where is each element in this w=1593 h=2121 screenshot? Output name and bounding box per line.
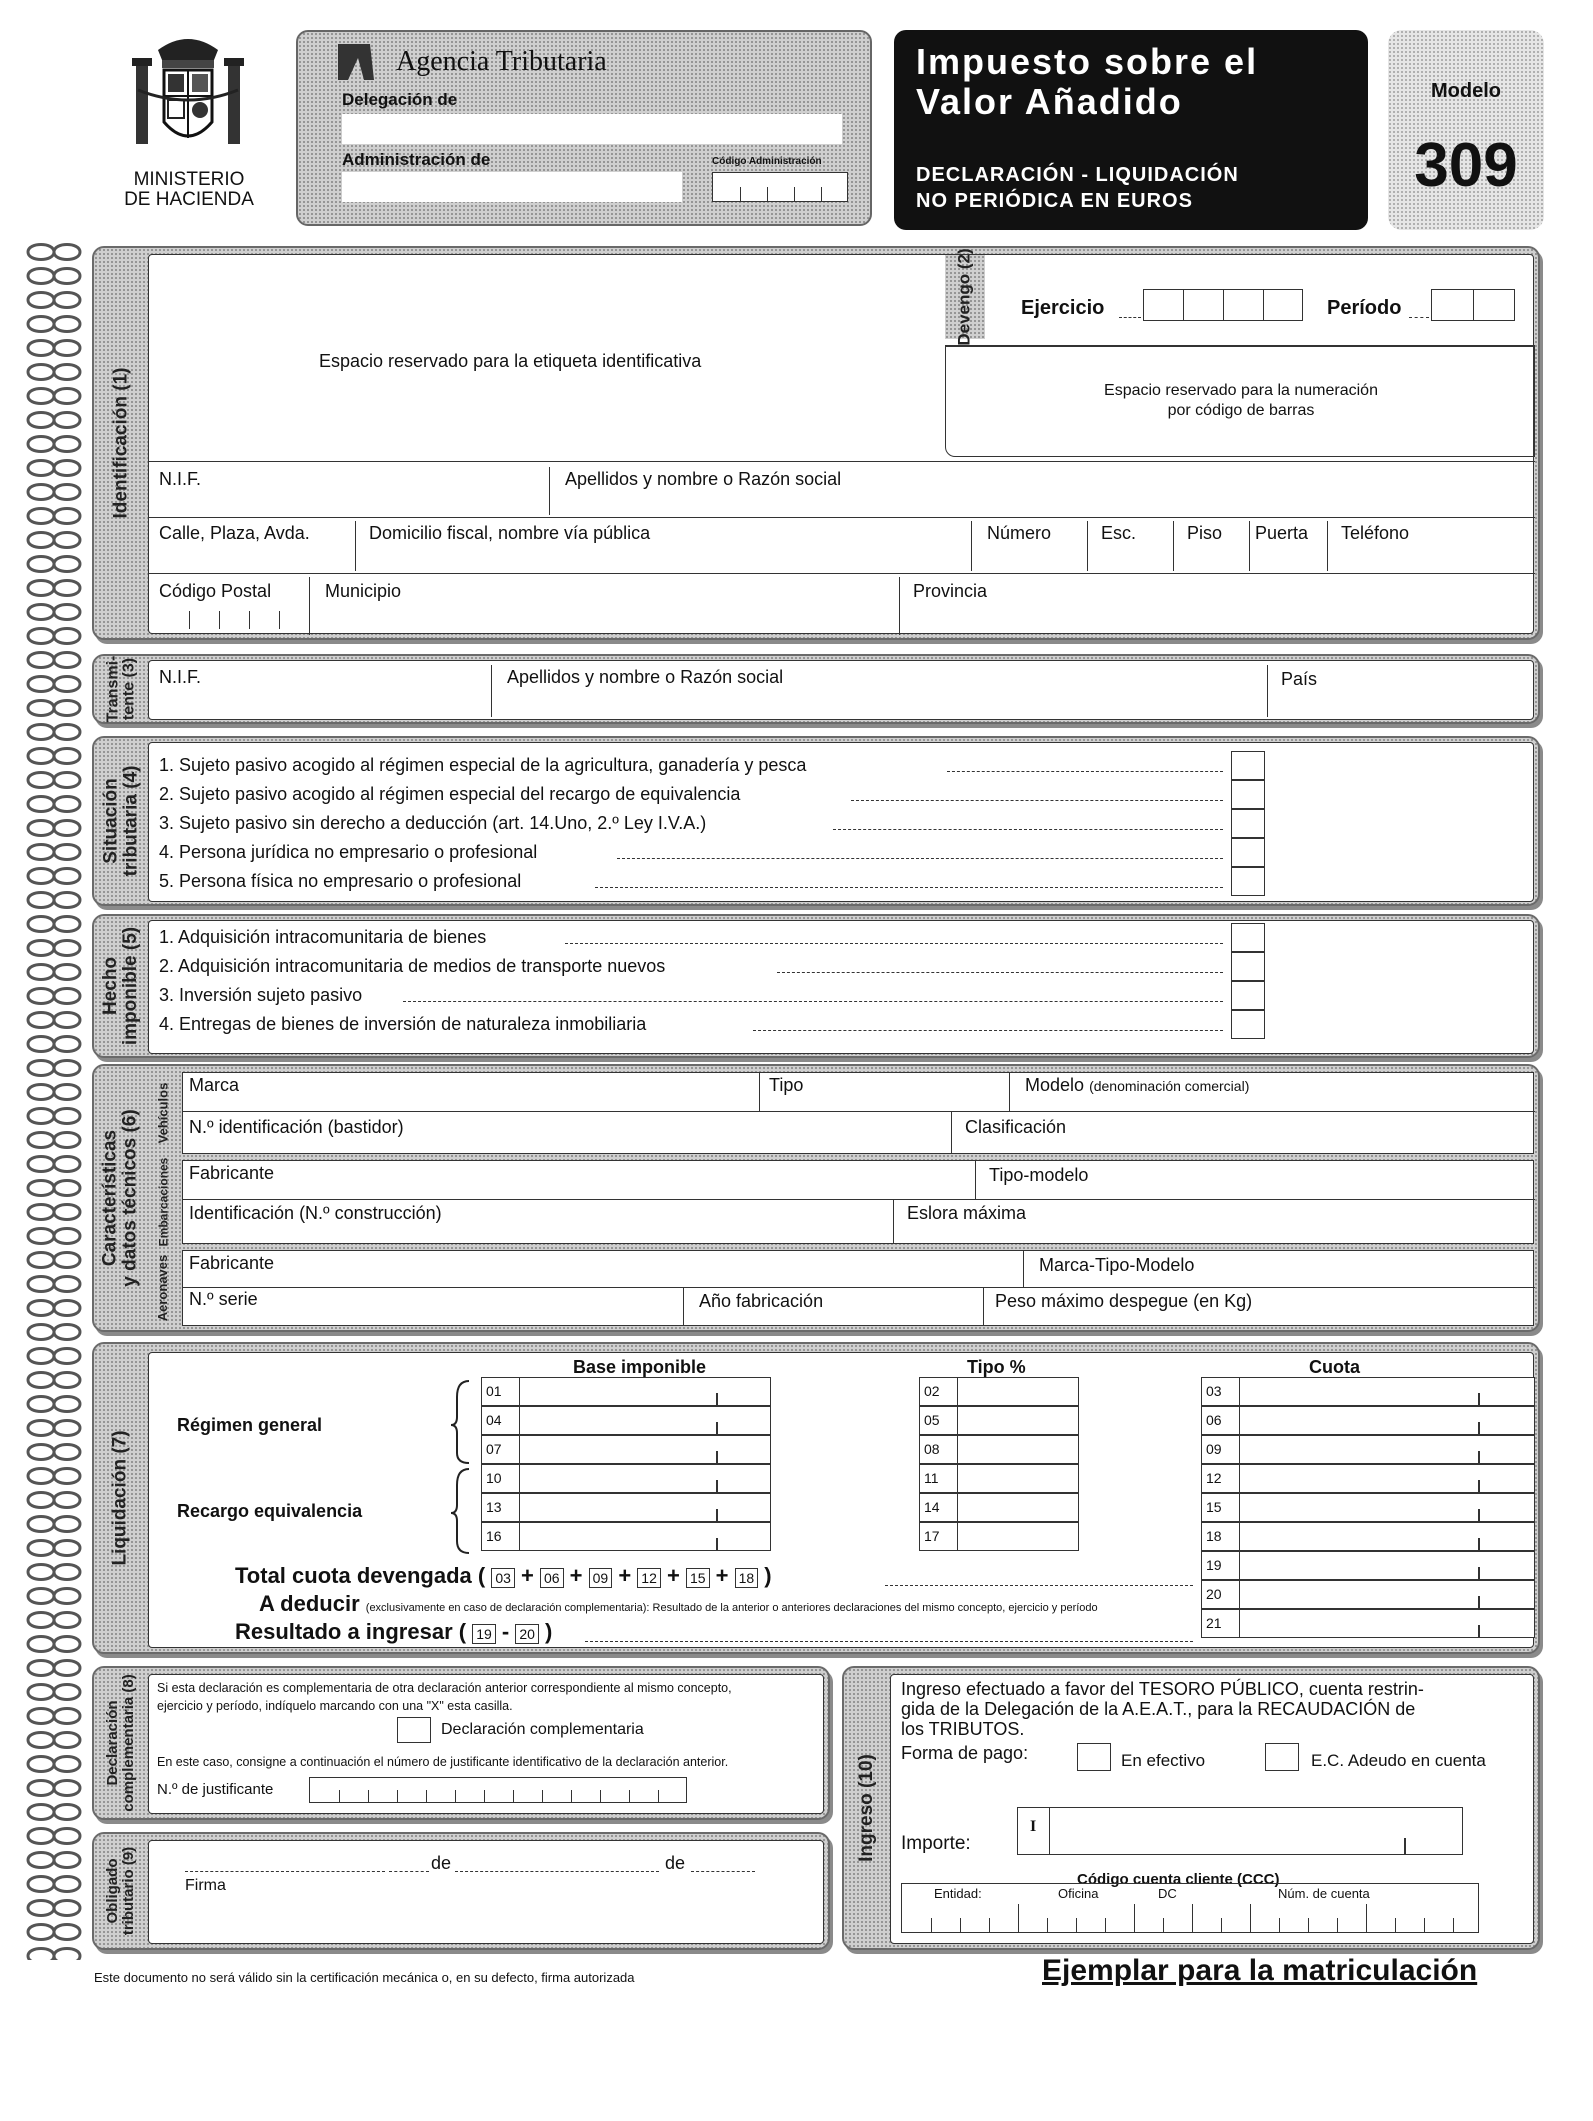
- transmitente-label: Transmi- tente (3): [104, 655, 137, 723]
- puerta-label: Puerta: [1255, 523, 1309, 543]
- a-deducir-label: A deducir (exclusivamente en caso de declaración complementaria): Resultado de la anterior o anteriores declaraciones del mismo concepto, ejercicio y período: [259, 1591, 1098, 1616]
- title-box: [894, 30, 1368, 230]
- vehiculos-label: Vehículos: [155, 1082, 171, 1144]
- calle-label: Calle, Plaza, Avda.: [159, 523, 310, 543]
- casilla-code: 02: [920, 1378, 958, 1405]
- agency-name: Agencia Tributaria: [396, 46, 607, 77]
- situacion-label: Situación tributaria (4): [100, 765, 142, 877]
- casilla-code: 18: [1202, 1523, 1240, 1550]
- efectivo-check[interactable]: [1077, 1743, 1111, 1771]
- total-cuota-label: Total cuota devengada ( 03 + 06 + 09 + 12 + 15 + 18 ): [235, 1563, 772, 1588]
- clasificacion-label: Clasificación: [965, 1117, 1067, 1137]
- declaracion-label: Declaración complementaria (8): [104, 1674, 138, 1812]
- ministry-logo: [118, 30, 258, 170]
- casilla-code: 07: [482, 1436, 520, 1463]
- casilla-code: 15: [1202, 1494, 1240, 1521]
- identificacion-inner: [148, 248, 1534, 634]
- situacion-item-5: 5. Persona física no empresario o profesional: [159, 871, 522, 891]
- aeronaves-block: [182, 1250, 1534, 1326]
- hecho-check-1[interactable]: [1231, 923, 1265, 952]
- etiqueta-text: Espacio reservado para la etiqueta identificativa: [319, 351, 702, 371]
- section-hecho-imponible: [92, 914, 1540, 1058]
- base-casilla-10[interactable]: [481, 1464, 771, 1493]
- administracion-label: Administración de: [342, 150, 491, 169]
- section-transmitente: [92, 654, 1540, 724]
- section-declaracion-complementaria: [92, 1666, 830, 1820]
- casilla-code: 05: [920, 1407, 958, 1434]
- base-casilla-13[interactable]: [481, 1493, 771, 1522]
- piso-label: Piso: [1187, 523, 1223, 543]
- modelo-field-label: Modelo (denominación comercial): [1025, 1075, 1250, 1095]
- ccc-field[interactable]: Entidad: Oficina DC Núm. de cuenta: [901, 1883, 1479, 1933]
- security-pattern-strip: [24, 240, 84, 1960]
- periodo-label: Período: [1327, 297, 1402, 319]
- form-title: Impuesto sobre el Valor Añadido: [916, 41, 1259, 122]
- liquidacion-label: Liquidación (7): [110, 1430, 132, 1566]
- cuota-casilla-19[interactable]: [1201, 1551, 1535, 1580]
- hecho-check-4[interactable]: [1231, 1010, 1265, 1039]
- base-casilla-07[interactable]: [481, 1435, 771, 1464]
- casilla-code: 03: [1202, 1378, 1240, 1405]
- nif-label: N.I.F.: [159, 469, 202, 489]
- importe-label: Importe:: [901, 1833, 971, 1854]
- periodo-field[interactable]: [1431, 289, 1515, 321]
- cp-field[interactable]: [159, 605, 309, 629]
- resultado-label: Resultado a ingresar ( 19 - 20 ): [235, 1619, 553, 1644]
- administracion-field[interactable]: [342, 172, 682, 202]
- forma-pago-label: Forma de pago:: [901, 1743, 1029, 1763]
- tipo-modelo-label: Tipo-modelo: [989, 1165, 1089, 1185]
- situacion-check-1[interactable]: [1231, 751, 1265, 780]
- hecho-check-2[interactable]: [1231, 952, 1265, 981]
- apellidos-label: Apellidos y nombre o Razón social: [565, 469, 842, 489]
- cuota-casilla-18[interactable]: [1201, 1522, 1535, 1551]
- situacion-check-2[interactable]: [1231, 780, 1265, 809]
- hecho-item-3: 3. Inversión sujeto pasivo: [159, 985, 363, 1005]
- casilla-code: 01: [482, 1378, 520, 1405]
- caracteristicas-label: Características y datos técnicos (6): [100, 1109, 142, 1287]
- tipo-header: Tipo %: [967, 1357, 1026, 1377]
- aeronaves-label: Aeronaves: [155, 1254, 171, 1322]
- codigo-admin-field[interactable]: [712, 172, 848, 202]
- recargo-equivalencia-label: Recargo equivalencia: [177, 1501, 363, 1521]
- hecho-item-2: 2. Adquisición intracomunitaria de medios de transporte nuevos: [159, 956, 666, 976]
- identificacion-construccion-label: Identificación (N.º construcción): [189, 1203, 442, 1223]
- domicilio-label: Domicilio fiscal, nombre vía pública: [369, 523, 651, 543]
- municipio-label: Municipio: [325, 581, 402, 601]
- tipo-casilla-17[interactable]: [919, 1522, 1079, 1551]
- agency-logo-icon: [334, 40, 378, 84]
- tipo-casilla-14[interactable]: [919, 1493, 1079, 1522]
- hecho-item-1: 1. Adquisición intracomunitaria de bienes: [159, 927, 487, 947]
- anio-label: Año fabricación: [699, 1291, 824, 1311]
- section-situacion: [92, 736, 1540, 906]
- delegacion-field[interactable]: [342, 114, 842, 144]
- trans-pais-label: País: [1281, 669, 1318, 689]
- devengo-label: Devengo (2): [955, 248, 975, 346]
- embarcaciones-label: Embarcaciones: [156, 1157, 170, 1247]
- tipo-casilla-11[interactable]: [919, 1464, 1079, 1493]
- fabricante-aeronave-label: Fabricante: [189, 1253, 275, 1273]
- barcode-area: Espacio reservado para la numeración por código de barras: [945, 345, 1535, 457]
- cp-label: Código Postal: [159, 581, 272, 601]
- embarcaciones-block: [182, 1160, 1534, 1244]
- cuota-header: Cuota: [1309, 1357, 1360, 1377]
- situacion-item-1: 1. Sujeto pasivo acogido al régimen especial de la agricultura, ganadería y pesca: [159, 755, 807, 775]
- tipo-casilla-08[interactable]: [919, 1435, 1079, 1464]
- marca-label: Marca: [189, 1075, 240, 1095]
- cuota-casilla-15[interactable]: [1201, 1493, 1535, 1522]
- section-liquidacion: [92, 1342, 1540, 1654]
- marca-tipo-modelo-label: Marca-Tipo-Modelo: [1039, 1255, 1195, 1275]
- adeudo-check[interactable]: [1265, 1743, 1299, 1771]
- numero-label: Número: [987, 523, 1052, 543]
- ejercicio-field[interactable]: [1143, 289, 1303, 321]
- casilla-code: 10: [482, 1465, 520, 1492]
- vehiculos-block: [182, 1072, 1534, 1154]
- casilla-code: 12: [1202, 1465, 1240, 1492]
- casilla-code: 14: [920, 1494, 958, 1521]
- section-identificacion: [92, 246, 1540, 640]
- situacion-item-2: 2. Sujeto pasivo acogido al régimen especial del recargo de equivalencia: [159, 784, 741, 804]
- trans-apellidos-label: Apellidos y nombre o Razón social: [507, 667, 784, 687]
- agency-box: [296, 30, 872, 226]
- ejercicio-label: Ejercicio: [1021, 297, 1105, 319]
- de-label-1: de: [431, 1853, 452, 1873]
- base-header: Base imponible: [573, 1357, 707, 1377]
- footer-note: Este documento no será válido sin la certificación mecánica o, en su defecto, firma autorizada: [94, 1970, 635, 1985]
- hecho-item-4: 4. Entregas de bienes de inversión de naturaleza inmobiliaria: [159, 1014, 647, 1034]
- tipo-casilla-02[interactable]: [919, 1377, 1079, 1406]
- section-ingreso: [842, 1666, 1540, 1950]
- cuota-casilla-06[interactable]: [1201, 1406, 1535, 1435]
- delegacion-label: Delegación de: [342, 90, 458, 109]
- situacion-check-5[interactable]: [1231, 867, 1265, 896]
- situacion-item-4: 4. Persona jurídica no empresario o profesional: [159, 842, 538, 862]
- casilla-code: 11: [920, 1465, 958, 1492]
- telefono-label: Teléfono: [1341, 523, 1410, 543]
- casilla-code: 09: [1202, 1436, 1240, 1463]
- modelo-number: 309: [1414, 131, 1518, 200]
- base-casilla-16[interactable]: [481, 1522, 771, 1551]
- coat-of-arms-icon: [118, 30, 258, 170]
- peso-label: Peso máximo despegue (en Kg): [995, 1291, 1253, 1311]
- ingreso-text: Ingreso efectuado a favor del TESORO PÚBLICO, cuenta restrin- gida de la Delegación de la A.E.A.T., para la RECAUDACIÓN de los TRIBUTOS.: [901, 1679, 1424, 1739]
- casilla-code: 06: [1202, 1407, 1240, 1434]
- modelo-label: Modelo: [1431, 80, 1501, 102]
- hecho-label: Hecho imponible (5): [100, 926, 142, 1046]
- serie-label: N.º serie: [189, 1289, 258, 1309]
- cuota-casilla-09[interactable]: [1201, 1435, 1535, 1464]
- casilla-code: 20: [1202, 1581, 1240, 1608]
- identificacion-label: Identificación (1): [110, 367, 131, 519]
- fabricante-label: Fabricante: [189, 1163, 275, 1183]
- codigo-admin-label: Código Administración: [712, 156, 822, 167]
- section-obligado: [92, 1832, 830, 1950]
- section-caracteristicas: [92, 1064, 1540, 1332]
- tipo-casilla-05[interactable]: [919, 1406, 1079, 1435]
- casilla-code: 08: [920, 1436, 958, 1463]
- cuota-casilla-03[interactable]: [1201, 1377, 1535, 1406]
- cuota-casilla-20[interactable]: [1201, 1580, 1535, 1609]
- casilla-code: 16: [482, 1523, 520, 1550]
- situacion-item-3: 3. Sujeto pasivo sin derecho a deducción (art. 14.Uno, 2.º Ley I.V.A.): [159, 813, 707, 833]
- ccc-label: Código cuenta cliente (CCC): [1077, 1871, 1280, 1888]
- base-casilla-04[interactable]: [481, 1406, 771, 1435]
- security-pattern: [24, 240, 84, 1960]
- declaracion-text: Si esta declaración es complementaria de otra declaración anterior correspondiente al mismo concepto, ejercicio y período, indíquelo marcando con una "X" esta casilla.: [157, 1681, 732, 1713]
- modelo-box: [1388, 30, 1544, 230]
- casilla-code: 17: [920, 1523, 958, 1550]
- firma-label: Firma: [185, 1877, 226, 1894]
- tipo-label: Tipo: [769, 1075, 804, 1095]
- casilla-code: 19: [1202, 1552, 1240, 1579]
- casilla-code: 13: [482, 1494, 520, 1521]
- devengo-label-box: [945, 248, 985, 346]
- casilla-code: 21: [1202, 1610, 1240, 1637]
- eslora-label: Eslora máxima: [907, 1203, 1027, 1223]
- importe-field[interactable]: I: [1017, 1807, 1463, 1855]
- situacion-check-4[interactable]: [1231, 838, 1265, 867]
- declaracion-complementaria-label: Declaración complementaria: [441, 1721, 644, 1738]
- esc-label: Esc.: [1101, 523, 1137, 543]
- bastidor-label: N.º identificación (bastidor): [189, 1117, 404, 1137]
- ejemplar-label: Ejemplar para la matriculación: [1042, 1954, 1478, 1987]
- hecho-check-3[interactable]: [1231, 981, 1265, 1010]
- cuota-casilla-21[interactable]: [1201, 1609, 1535, 1638]
- base-casilla-01[interactable]: [481, 1377, 771, 1406]
- de-label-2: de: [665, 1853, 686, 1873]
- adeudo-label: E.C. Adeudo en cuenta: [1311, 1751, 1486, 1770]
- obligado-label: Obligado tributario (9): [104, 1846, 137, 1936]
- ministry-name: MINISTERIO DE HACIENDA: [124, 169, 254, 210]
- cuota-casilla-12[interactable]: [1201, 1464, 1535, 1493]
- regimen-general-label: Régimen general: [177, 1415, 323, 1435]
- efectivo-label: En efectivo: [1121, 1751, 1206, 1770]
- justificante-label: N.º de justificante: [157, 1781, 274, 1798]
- trans-nif-label: N.I.F.: [159, 667, 202, 687]
- justificante-field[interactable]: [309, 1777, 687, 1803]
- ingreso-label: Ingreso (10): [856, 1754, 878, 1862]
- provincia-label: Provincia: [913, 581, 988, 601]
- situacion-check-3[interactable]: [1231, 809, 1265, 838]
- declaracion-complementaria-check[interactable]: [397, 1717, 431, 1743]
- casilla-code: 04: [482, 1407, 520, 1434]
- form-subtitle: DECLARACIÓN - LIQUIDACIÓN NO PERIÓDICA EN EUROS: [916, 164, 1239, 212]
- declaracion-text-2: En este caso, consigne a continuación el número de justificante identificativo de la declaración anterior.: [157, 1755, 729, 1769]
- brackets: [449, 1377, 473, 1557]
